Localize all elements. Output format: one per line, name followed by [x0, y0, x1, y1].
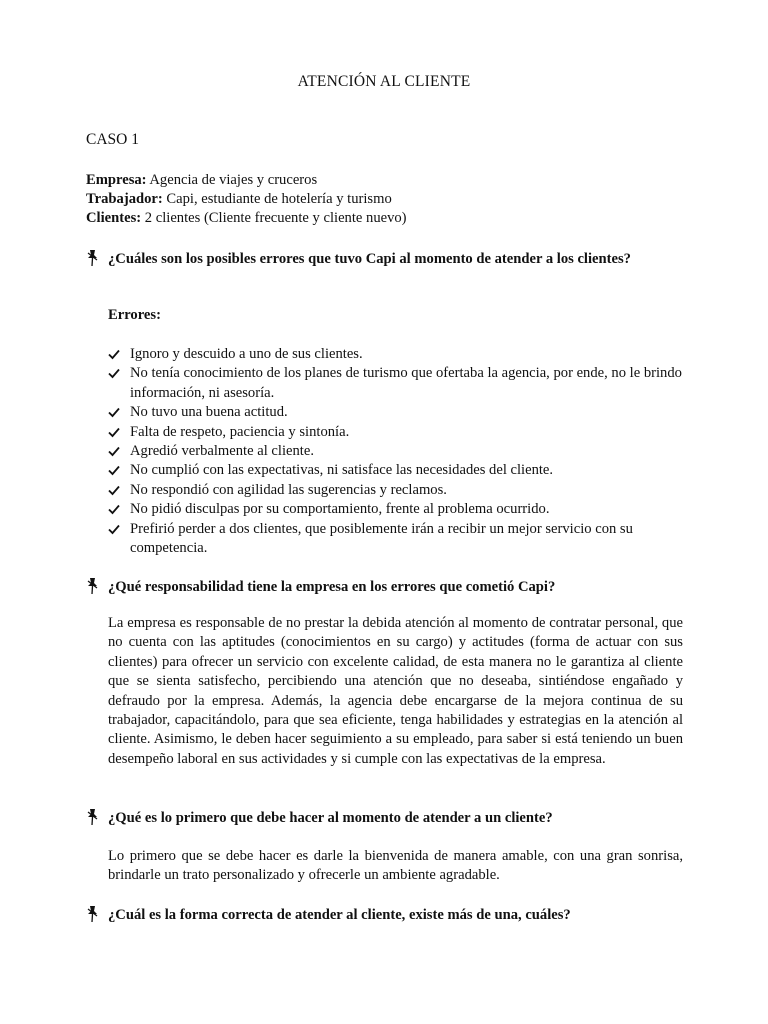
answer-3: Lo primero que se debe hacer es darle la bienvenida de manera amable, con una gran sonrisa, brindarle un trato personalizado y ofrecerle un ambiente agradable.: [108, 848, 683, 884]
checkmark-icon: [108, 465, 120, 476]
list-item-text: No cumplió con las expectativas, ni satisface las necesidades del cliente.: [130, 462, 554, 479]
info-clientes-value: 2 clientes (Cliente frecuente y cliente nuevo): [144, 210, 407, 226]
question-2-text: ¿Qué responsabilidad tiene la empresa en los errores que cometió Capi?: [108, 579, 556, 595]
list-item: [108, 364, 683, 403]
list-item: [108, 403, 683, 422]
pushpin-icon: [86, 249, 100, 267]
list-item: [108, 423, 683, 442]
list-item-text: Agredió verbalmente al cliente.: [130, 443, 314, 460]
checkmark-icon: [108, 349, 120, 360]
info-empresa-label: Empresa:: [86, 172, 147, 188]
list-item: [108, 461, 683, 480]
list-item: [108, 481, 683, 500]
pushpin-icon: [86, 905, 100, 923]
info-clientes: [86, 209, 407, 228]
list-item-text: No pidió disculpas por su comportamiento, frente al problema ocurrido.: [130, 501, 550, 518]
info-trabajador-value: Capi, estudiante de hotelería y turismo: [166, 191, 392, 207]
checkmark-icon: [108, 524, 120, 535]
list-item: [108, 442, 683, 461]
checkmark-icon: [108, 446, 120, 457]
list-item-text: No respondió con agilidad las sugerencias y reclamos.: [130, 481, 447, 498]
question-4-text: ¿Cuál es la forma correcta de atender al cliente, existe más de una, cuáles?: [108, 907, 571, 923]
question-3-text: ¿Qué es lo primero que debe hacer al momento de atender a un cliente?: [108, 810, 553, 826]
pushpin-icon: [86, 577, 100, 595]
info-empresa-value: Agencia de viajes y cruceros: [149, 172, 318, 188]
errors-list: [108, 345, 683, 558]
checkmark-icon: [108, 427, 120, 438]
pushpin-icon: [86, 808, 100, 826]
case-info: [86, 171, 407, 228]
question-1-text: ¿Cuáles son los posibles errores que tuvo Capi al momento de atender a los clientes?: [108, 251, 631, 267]
errors-heading: Errores:: [108, 307, 161, 323]
question-3: [86, 808, 683, 828]
list-item-text: Ignoro y descuido a uno de sus clientes.: [130, 346, 363, 362]
list-item-text: Falta de respeto, paciencia y sintonía.: [130, 423, 350, 440]
info-empresa: [86, 171, 407, 190]
list-item: [108, 500, 683, 519]
info-clientes-label: Clientes:: [86, 210, 142, 226]
list-item-text: Prefirió perder a dos clientes, que posiblemente irán a recibir un mejor servicio con su competencia.: [130, 520, 633, 557]
list-item-text: No tenía conocimiento de los planes de turismo que ofertaba la agencia, por ende, no le brindo información, ni asesoría.: [130, 365, 682, 401]
info-trabajador: [86, 190, 407, 209]
checkmark-icon: [108, 407, 120, 418]
info-trabajador-label: Trabajador:: [86, 191, 163, 207]
case-heading: CASO 1: [86, 131, 139, 148]
answer-2: La empresa es responsable de no prestar la debida atención al momento de contratar personal, que no cuenta con las aptitudes (conocimientos en su cargo) y actitudes (forma de actuar con sus clientes) para ofrecer un servicio con excelente calidad, de esta manera no le garantiza al cliente que se sienta satisfecho, percibiendo una atención que no deseaba, sintiéndose engañado y defraudo por la empresa. Además, la agencia debe encargarse de la mejora continua de su trabajador, capacitándolo, para que sea eficiente, tenga habilidades y estrategias en la atención al cliente. Asimismo, le deben hacer seguimiento a su empleado, para saber si está teniendo un buen desempeño laboral en sus actividades y si cumple con las expectativas de la empresa.: [108, 615, 683, 767]
list-item: [108, 345, 683, 364]
question-2: [86, 577, 683, 597]
question-4: [86, 905, 683, 925]
list-item-text: No tuvo una buena actitud.: [130, 404, 288, 421]
checkmark-icon: [108, 485, 120, 496]
document-title: ATENCIÓN AL CLIENTE: [297, 73, 471, 90]
question-1: [86, 249, 683, 269]
list-item: [108, 520, 683, 559]
checkmark-icon: [108, 368, 120, 379]
checkmark-icon: [108, 504, 120, 515]
